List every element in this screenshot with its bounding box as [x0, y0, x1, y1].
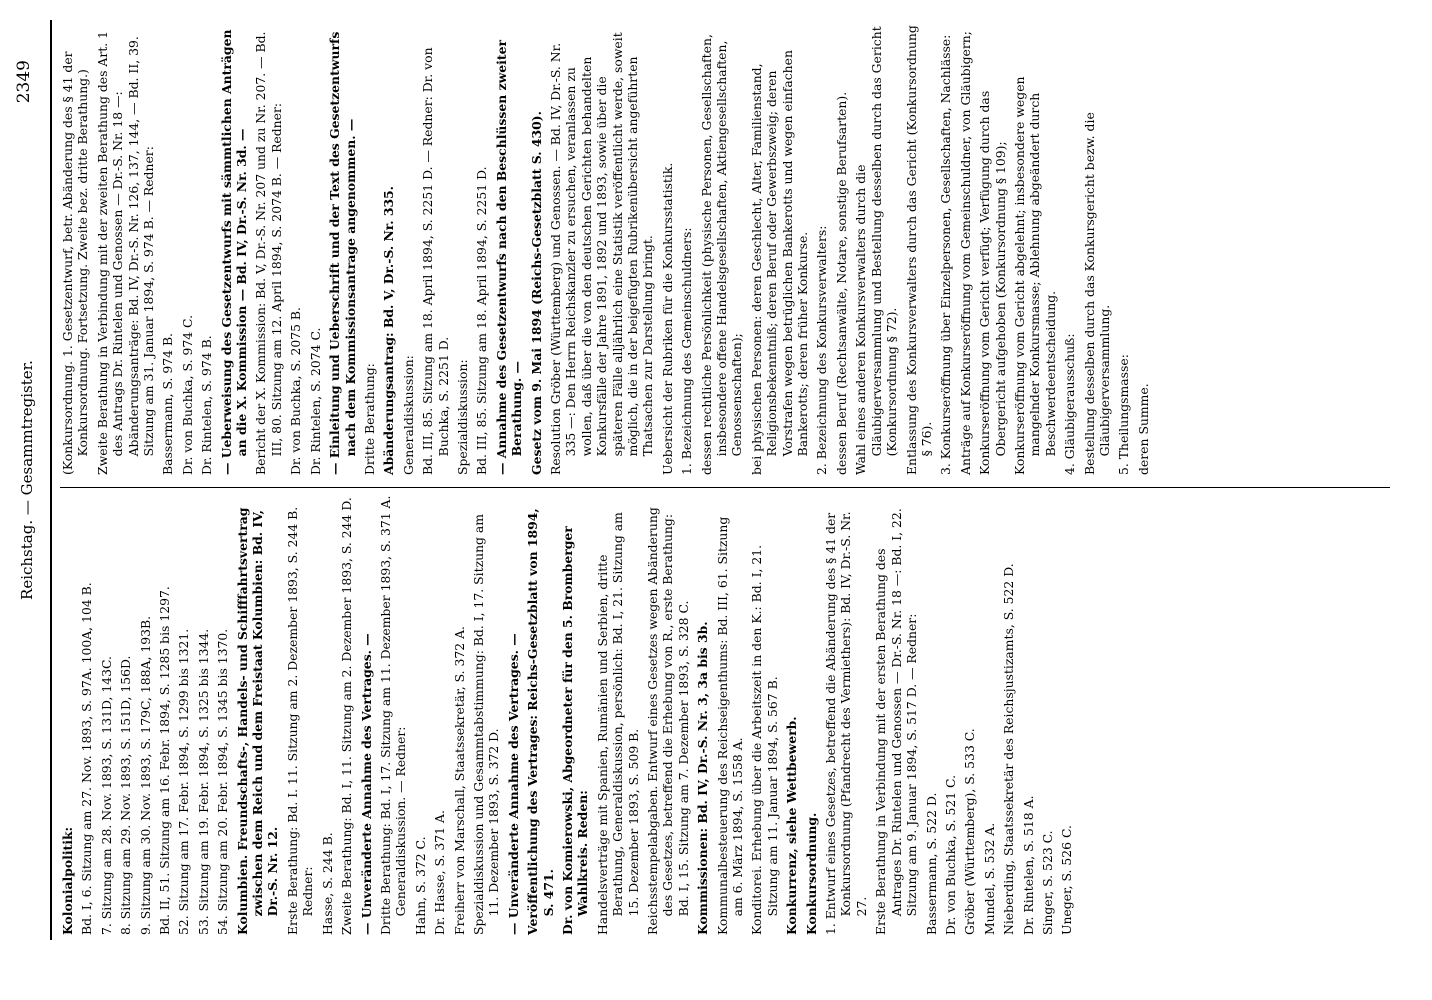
entry-subheading: Uebersicht der Rubriken für die Konkursstatistik.	[659, 162, 675, 475]
entry: 7. Sitzung am 28. Nov. 1893, S. 131D, 143C.	[98, 656, 114, 935]
entry: Generaldiskussion:	[400, 355, 416, 475]
right-column	[60, 25, 1155, 475]
running-header	[10, 20, 48, 940]
entry: Bassermann, S. 522 D.	[923, 792, 939, 935]
entry-result: — Einleitung und Ueberschrift und der Text des Gesetzentwurfs nach dem Kommissionsantrage angenommen. —	[327, 31, 358, 475]
entry: Abänderungsantrag: Bd. V, Dr.-S. Nr. 335.	[381, 186, 397, 475]
entry: 8. Sitzung am 29. Nov. 1893, S. 151D, 156D.	[118, 655, 134, 935]
entry: Bestellung desselben durch das Konkursgericht bezw. die Gläubigerversammlung.	[1081, 112, 1112, 475]
entry: Kommunalbesteuerung des Reichseigenthums: Bd. III, 61. Sitzung am 6. März 1894, S. 1558 A.	[714, 516, 746, 935]
entry: Resolution Gröber (Württemberg) und Genossen. — Bd. IV, Dr.-S. Nr. 335 —: Den Herrn Reichskanzler zu ersuchen, veranlassen zu wollen, daß über die von den deutschen Gerichten behandelten Konkursfälle der Jahre 1891, 1892 und 1893, sowie über die späteren Fälle alljährlich eine Statistik veröffentlicht werde, soweit möglich, die in der beigefügten Rubrikenübersicht angeführten Thatsachen zur Darstellung bringt.	[547, 32, 656, 475]
entry: Bericht der X. Kommission: Bd. V, Dr.-S. Nr. 207 und zu Nr. 207. — Bd. III, 80. Sitzung am 12. April 1894, S. 2074 B. — Redner:	[253, 31, 284, 475]
entry-result: — Unveränderte Annahme des Vertrages. —	[358, 633, 374, 935]
entry: Dr. von Buchka, S. 521 C.	[942, 774, 958, 935]
entry: Konkurseröffnung vom Gericht abgelehnt; insbesondere wegen mangelnder Konkursmasse; Ablehnung abgeändert durch Beschwerdeentscheidung.	[1011, 76, 1058, 475]
entry: Handelsverträge mit Spanien, Rumänien und Serbien, dritte Berathung, Generaldiskussion, persönlich: Bd. I, 21. Sitzung am 15. Dezember 1893, S. 509 B.	[594, 512, 641, 935]
entry: Konditorei. Erhebung über die Arbeitszeit in den K.: Bd. I, 21. Sitzung am 11. Januar 1894, S. 567 B.	[749, 544, 780, 935]
entry-result: — Unveränderte Annahme des Vertrages. —	[505, 633, 521, 935]
entry: Veröffentlichung des Vertrages: Reichs-Gesetzblatt von 1894, S. 471.	[525, 508, 556, 935]
entry: Hasse, S. 244 B.	[319, 832, 335, 935]
column-separator	[60, 487, 1390, 488]
entry-heading: Kommissionen: Bd. IV, Dr.-S. Nr. 3, 3a bis 3b.	[695, 621, 711, 935]
digitization-note	[1408, 0, 1430, 1000]
entry: Dritte Berathung:	[361, 363, 377, 475]
entry: Wahl eines anderen Konkursverwalters durch die Gläubigerversammlung und Bestellung desselben durch das Gericht (Konkursordnung § 72).	[853, 26, 900, 475]
entry: Zweite Berathung: Bd. I, 11. Sitzung am 2. Dezember 1893, S. 244 D.	[339, 497, 355, 935]
entry: Uneger, S. 526 C.	[1059, 825, 1075, 935]
entry: Bassermann, S. 974 B.	[160, 333, 176, 475]
entry: 3. Konkurseröffnung über Einzelpersonen, Gesellschaften, Nachlässe:	[938, 34, 954, 475]
entry: 2. Bezeichnung des Konkursverwalters:	[814, 225, 830, 475]
entry: Bd. III, 85. Sitzung am 18. April 1894, S. 2251 D. — Redner: Dr. von Buchka, S. 2251 D.	[420, 47, 451, 475]
entry-heading: Kolonialpolitik:	[60, 826, 75, 935]
entry: Bd. II, 51. Sitzung am 16. Febr. 1894, S. 1285 bis 1297.	[157, 586, 173, 935]
entry: Dr. Rintelen, S. 518 A.	[1020, 795, 1036, 935]
entry: Nieberding, Staatssekretär des Reichsjustizamts, S. 522 D.	[1001, 563, 1017, 935]
entry: 53. Sitzung am 19. Febr. 1894, S. 1325 bis 1344.	[195, 628, 211, 935]
entry: Dr. von Buchka, S. 974 C.	[179, 314, 195, 475]
entry: Singer, S. 523 C.	[1039, 830, 1055, 935]
entry: deren Summe.	[1135, 383, 1151, 475]
entry-heading: Konkursordnung.	[803, 812, 819, 935]
entry: 1. Bezeichnung des Gemeinschuldners:	[679, 227, 695, 475]
entry: Erste Berathung: Bd. I. 11. Sitzung am 2. Dezember 1893, S. 244 B. Redner:	[284, 506, 316, 935]
header-rule	[50, 20, 52, 940]
entry-result: — Ueberweisung des Gesetzentwurfs mit sämmtlichen Anträgen an die X. Kommission — Bd. IV, Dr.-S. Nr. 3d. —	[218, 29, 250, 475]
entry-heading: Kolumbien. Freundschafts-, Handels- und Schifffahrtsvertrag zwischen dem Reich und dem Freistaat Kolumbien: Bd. IV, Dr.-S. Nr. 12.	[234, 507, 281, 935]
entry: Erste Berathung in Verbindung mit der ersten Berathung des Antrages Dr. Rintelen und Genossen — Dr.-S. Nr. 18 —: Bd. I, 22. Sitzung am 9. Januar 1894, S. 517 D. — Redner:	[873, 508, 920, 935]
entry: Dritte Berathung: Bd. I, 17. Sitzung am 11. Dezember 1893, S. 371 A. Generaldiskussion. — Redner:	[377, 495, 409, 935]
entry: 1. Entwurf eines Gesetzes, betreffend die Abänderung des § 41 der Konkursordnung (Pfandrecht des Vermiethers): Bd. IV, Dr.-S. Nr. 27.	[823, 511, 869, 935]
left-column	[60, 495, 1079, 935]
entry-result: — Annahme des Gesetzentwurfs nach den Beschlüssen zweiter Berathung. —	[493, 40, 525, 475]
entry: Freiherr von Marschall, Staatssekretär, S. 372 A.	[451, 626, 467, 935]
entry: Dr. von Buchka, S. 2075 B.	[288, 307, 304, 475]
entry: dessen Beruf (Rechtsanwälte, Notare, sonstige Berufsarten).	[833, 91, 849, 475]
entry: Konkurseröffnung vom Gericht verfügt; Verfügung durch das Obergericht aufgehoben (Konkursordnung § 109);	[977, 90, 1008, 475]
entry-heading: Konkurrenz, siehe Wettbewerb.	[784, 716, 800, 935]
entry: Dr. Hasse, S. 371 A.	[432, 810, 448, 935]
entry: Dr. Rintelen, S. 2074 C.	[307, 327, 323, 475]
entry: Hahn, S. 372 C.	[412, 836, 428, 935]
entry: Spezialdiskussion und Gesammtabstimmung: Bd. I, 17. Sitzung am 11. Dezember 1893, S. 372 D.	[470, 513, 502, 935]
header-title: Reichstag. — Gesammtregister.	[18, 360, 36, 600]
entry: Zweite Berathung in Verbindung mit der zweiten Berathung des Art. 1 des Antrags Dr. Rintelen und Genossen — Dr.-S. Nr. 18 —: Abänderungsanträge: Bd. IV, Dr.-S. Nr. 126, 137, 144, — Bd. II, 39. Sitzung am 31. Januar 1894, S. 974 B. — Redner:	[94, 30, 157, 475]
entry: 9. Sitzung am 30. Nov. 1893, S. 179C, 188A, 193B.	[137, 615, 153, 935]
entry-continuation: (Konkursordnung. 1. Gesetzentwurf, betr. Abänderung des § 41 der Konkursordnung. Fortsetzung. Zweite bez. dritte Berathung.)	[60, 51, 91, 475]
entry: bei physischen Personen: deren Geschlecht, Alter, Familienstand, Religionsbekenntniß; deren Beruf oder Gewerbszweig; deren Vorstrafen wegen betrüglichen Bankerotts und wegen einfachen Bankerotts; deren früher Konkurse.	[748, 50, 811, 475]
entry: Spezialdiskussion:	[454, 359, 470, 475]
entry: Mundel, S. 532 A.	[981, 822, 997, 935]
entry: dessen rechtliche Persönlichkeit (physische Personen, Gesellschaften, insbesondere offene Handelsgesellschaften, Aktiengesellschaften, Genossenschaften);	[698, 34, 745, 475]
entry: Dr. Rintelen, S. 974 B.	[199, 335, 215, 475]
entry: 52. Sitzung am 17. Febr. 1894, S. 1299 bis 1321.	[176, 628, 192, 935]
entry: Gröber (Württemberg), S. 533 C.	[962, 728, 978, 935]
entry: 4. Gläubigerausschuß:	[1062, 333, 1078, 475]
page-number: 2349	[14, 60, 34, 104]
entry: Bd. III, 85. Sitzung am 18. April 1894, S. 2251 D.	[474, 166, 490, 475]
entry: Bd. I, 6. Sitzung am 27. Nov. 1893, S. 97A. 100A, 104 B.	[79, 582, 95, 935]
entry: Reichsstempelabgaben. Entwurf eines Gesetzes wegen Abänderung des Gesetzes, betreffend die Erhebung von R., erste Berathung: Bd. I, 15. Sitzung am 7. Dezember 1893, S. 328 C.	[645, 507, 691, 935]
entry: Anträge auf Konkurseröffnung vom Gemeinschuldner, von Gläubigern;	[957, 31, 973, 475]
entry-heading: Dr. von Komierowski, Abgeordneter für den 5. Bromberger Wahlkreis. Reden:	[559, 526, 591, 935]
entry: Entlassung des Konkursverwalters durch das Gericht (Konkursordnung § 76).	[903, 25, 934, 475]
entry: 54. Sitzung am 20. Febr. 1894, S. 1345 bis 1370.	[215, 628, 231, 935]
entry: Gesetz vom 9. Mai 1894 (Reichs-Gesetzblatt S. 430).	[528, 111, 544, 475]
entry: 5. Theilungsmasse:	[1116, 354, 1132, 475]
